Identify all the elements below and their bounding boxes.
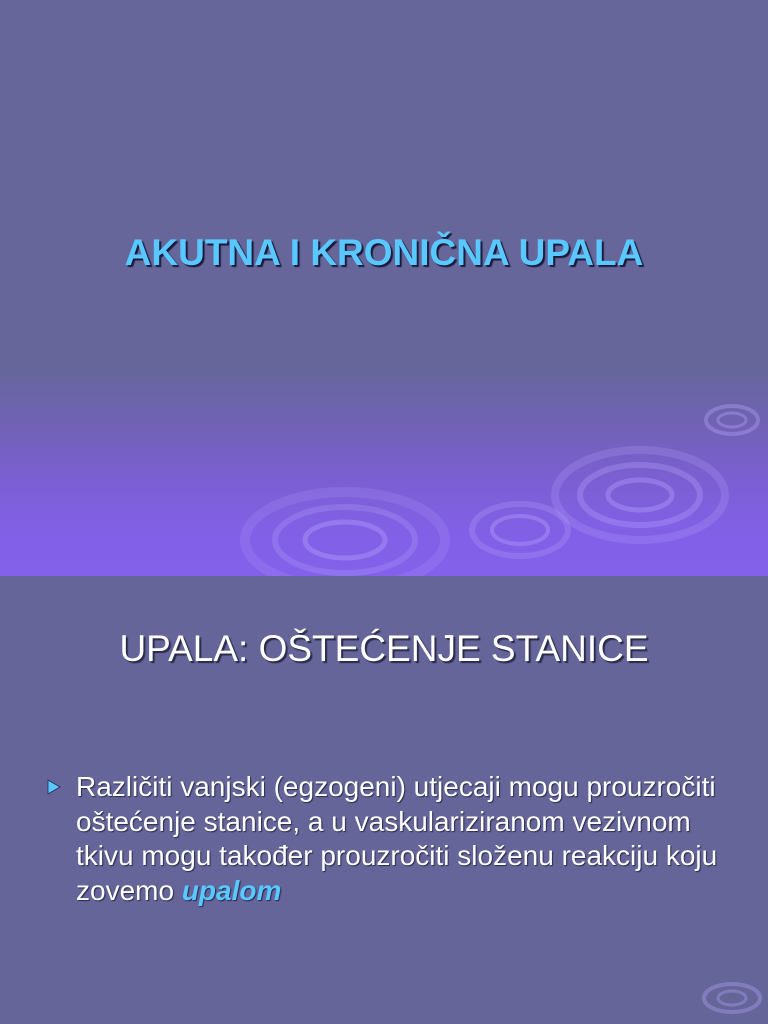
bullet-body: Različiti vanjski (egzogeni) utjecaji mogu prouzročiti oštećenje stanice, a u vaskulariziranom vezivnom tkivu mogu također prouzročiti složenu reakciju koju zovemo	[76, 771, 718, 906]
water-ripple-icon	[696, 976, 768, 1024]
slide-heading: UPALA: OŠTEĆENJE STANICE	[119, 628, 649, 669]
slide-content	[0, 576, 768, 1024]
triangle-bullet-icon	[46, 770, 76, 800]
bullet-text	[76, 770, 726, 908]
bullet-item	[46, 770, 726, 908]
slide-title-text: AKUTNA I KRONIČNA UPALA	[124, 232, 644, 273]
bullet-emphasis: upalom	[181, 874, 282, 906]
